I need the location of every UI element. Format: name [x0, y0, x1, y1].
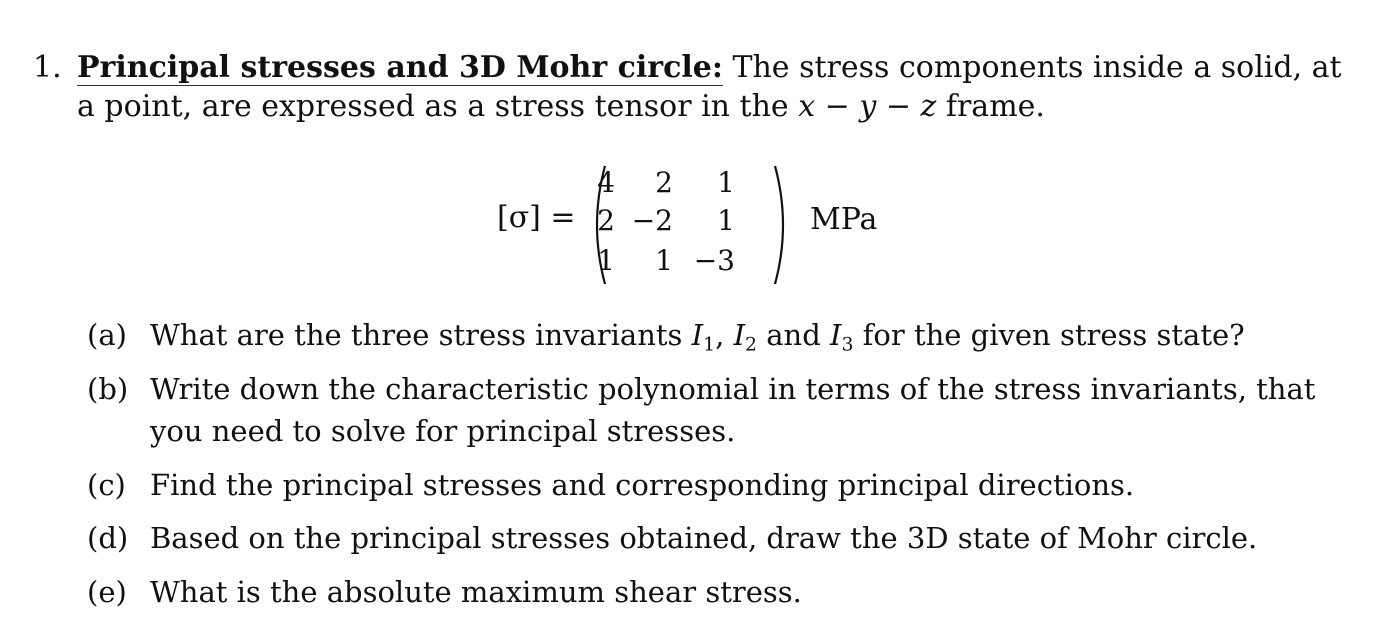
matrix-cell-r3c2: 1 — [655, 244, 673, 277]
part-a-text-before: What are the three stress invariants — [150, 318, 692, 352]
part-text: Find the principal stresses and corresponding principal directions. — [150, 468, 1135, 502]
intro-line-2-prefix: a point, are expressed as a stress tensor in the — [77, 89, 789, 124]
part-label: (c) — [87, 468, 126, 502]
problem-title-line — [77, 50, 1342, 85]
part-text: Write down the characteristic polynomial in terms of the stress invariants, that — [150, 372, 1316, 406]
stress-matrix — [585, 160, 795, 290]
stress-tensor-equation — [0, 160, 1378, 290]
problem-title: Principal stresses and 3D Mohr circle: — [77, 50, 723, 85]
unit-label: MPa — [810, 202, 878, 237]
part-text: Based on the principal stresses obtained, draw the 3D state of Mohr circle. — [150, 521, 1258, 555]
part-a-text-after: for the given stress state? — [853, 318, 1245, 352]
matrix-cell-r2c3: 1 — [717, 204, 735, 237]
right-parenthesis — [775, 166, 783, 284]
equation-lhs: [σ] = — [497, 200, 576, 235]
part-label: (d) — [87, 521, 129, 555]
part-label: (e) — [87, 575, 127, 609]
matrix-cell-r1c1: 4 — [597, 166, 615, 199]
intro-line-2 — [77, 89, 1045, 124]
matrix-cell-r3c1: 1 — [597, 244, 615, 277]
matrix-cell-r3c3: −3 — [693, 244, 735, 277]
invariant-i2: $I_2$ — [733, 318, 758, 356]
part-text: you need to solve for principal stresses. — [150, 414, 736, 448]
matrix-cell-r2c2: −2 — [631, 204, 673, 237]
part-text: What are the three stress invariants $I_1$, $I_2$ and $I_3$ for the given stress state? — [150, 318, 1245, 356]
matrix-cell-r1c2: 2 — [655, 166, 673, 199]
intro-line-2-suffix: frame. — [945, 89, 1045, 124]
part-label: (b) — [87, 372, 129, 406]
part-label: (a) — [87, 318, 127, 352]
frame-label: x − y − z — [798, 89, 937, 124]
intro-line-1: The stress components inside a solid, at — [732, 50, 1342, 85]
part-text: What is the absolute maximum shear stress. — [150, 575, 802, 609]
invariant-i1: $I_1$ — [691, 318, 716, 356]
matrix-cell-r2c1: 2 — [597, 204, 615, 237]
problem-number: 1. — [33, 50, 62, 85]
matrix-cell-r1c3: 1 — [717, 166, 735, 199]
invariant-i3: $I_3$ — [830, 318, 854, 356]
